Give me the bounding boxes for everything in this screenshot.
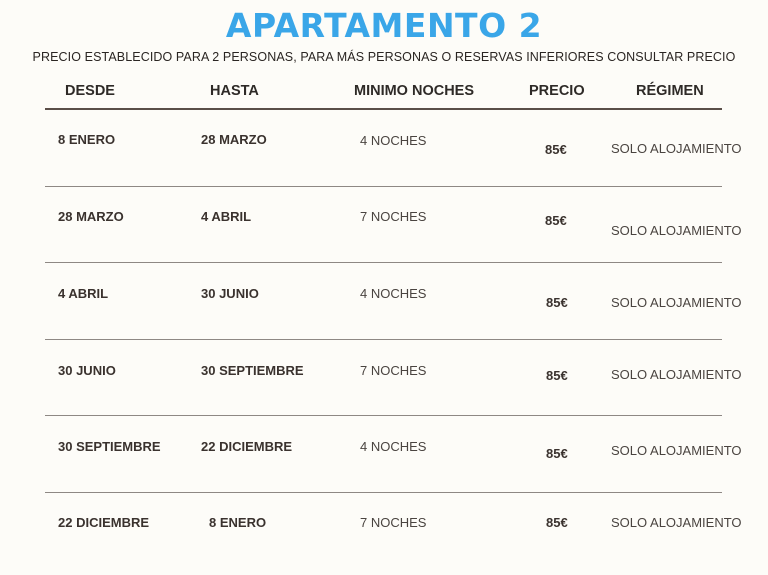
cell-precio: 85€ <box>545 142 567 157</box>
cell-hasta: 28 MARZO <box>201 132 267 147</box>
header-desde: DESDE <box>65 83 115 99</box>
cell-desde: 8 ENERO <box>58 132 116 147</box>
cell-precio: 85€ <box>545 213 567 228</box>
cell-regimen: SOLO ALOJAMIENTO <box>611 515 742 530</box>
header-hasta: HASTA <box>210 83 259 99</box>
cell-hasta: 30 JUNIO <box>201 286 259 301</box>
cell-minimo: 7 NOCHES <box>360 363 427 378</box>
row-divider <box>45 415 722 416</box>
cell-minimo: 4 NOCHES <box>360 286 427 301</box>
cell-regimen: SOLO ALOJAMIENTO <box>611 223 742 238</box>
cell-desde: 30 SEPTIEMBRE <box>58 439 161 454</box>
cell-desde: 4 ABRIL <box>58 286 109 301</box>
cell-precio: 85€ <box>546 295 568 310</box>
cell-hasta: 22 DICIEMBRE <box>201 439 293 454</box>
cell-hasta: 30 SEPTIEMBRE <box>201 363 304 378</box>
cell-regimen: SOLO ALOJAMIENTO <box>611 295 742 310</box>
header-regimen: RÉGIMEN <box>636 83 704 99</box>
cell-hasta: 8 ENERO <box>209 515 267 530</box>
page-title: APARTAMENTO 2 <box>225 6 543 45</box>
cell-desde: 28 MARZO <box>58 209 124 224</box>
cell-precio: 85€ <box>546 446 568 461</box>
row-divider <box>45 492 722 493</box>
header-divider <box>45 108 722 110</box>
cell-precio: 85€ <box>546 368 568 383</box>
cell-desde: 30 JUNIO <box>58 363 116 378</box>
cell-desde: 22 DICIEMBRE <box>58 515 150 530</box>
header-minimo-noches: MINIMO NOCHES <box>354 83 475 99</box>
row-divider <box>45 339 722 340</box>
cell-regimen: SOLO ALOJAMIENTO <box>611 141 742 156</box>
cell-precio: 85€ <box>546 515 568 530</box>
cell-hasta: 4 ABRIL <box>201 209 252 224</box>
cell-minimo: 4 NOCHES <box>360 133 427 148</box>
cell-minimo: 7 NOCHES <box>360 515 427 530</box>
cell-minimo: 7 NOCHES <box>360 209 427 224</box>
cell-regimen: SOLO ALOJAMIENTO <box>611 367 742 382</box>
cell-minimo: 4 NOCHES <box>360 439 427 454</box>
row-divider <box>45 262 722 263</box>
row-divider <box>45 186 722 187</box>
header-precio: PRECIO <box>529 83 585 99</box>
page-subtitle: PRECIO ESTABLECIDO PARA 2 PERSONAS, PARA MÁS PERSONAS O RESERVAS INFERIORES CONSULTAR PRECIO <box>32 50 736 64</box>
cell-regimen: SOLO ALOJAMIENTO <box>611 443 742 458</box>
